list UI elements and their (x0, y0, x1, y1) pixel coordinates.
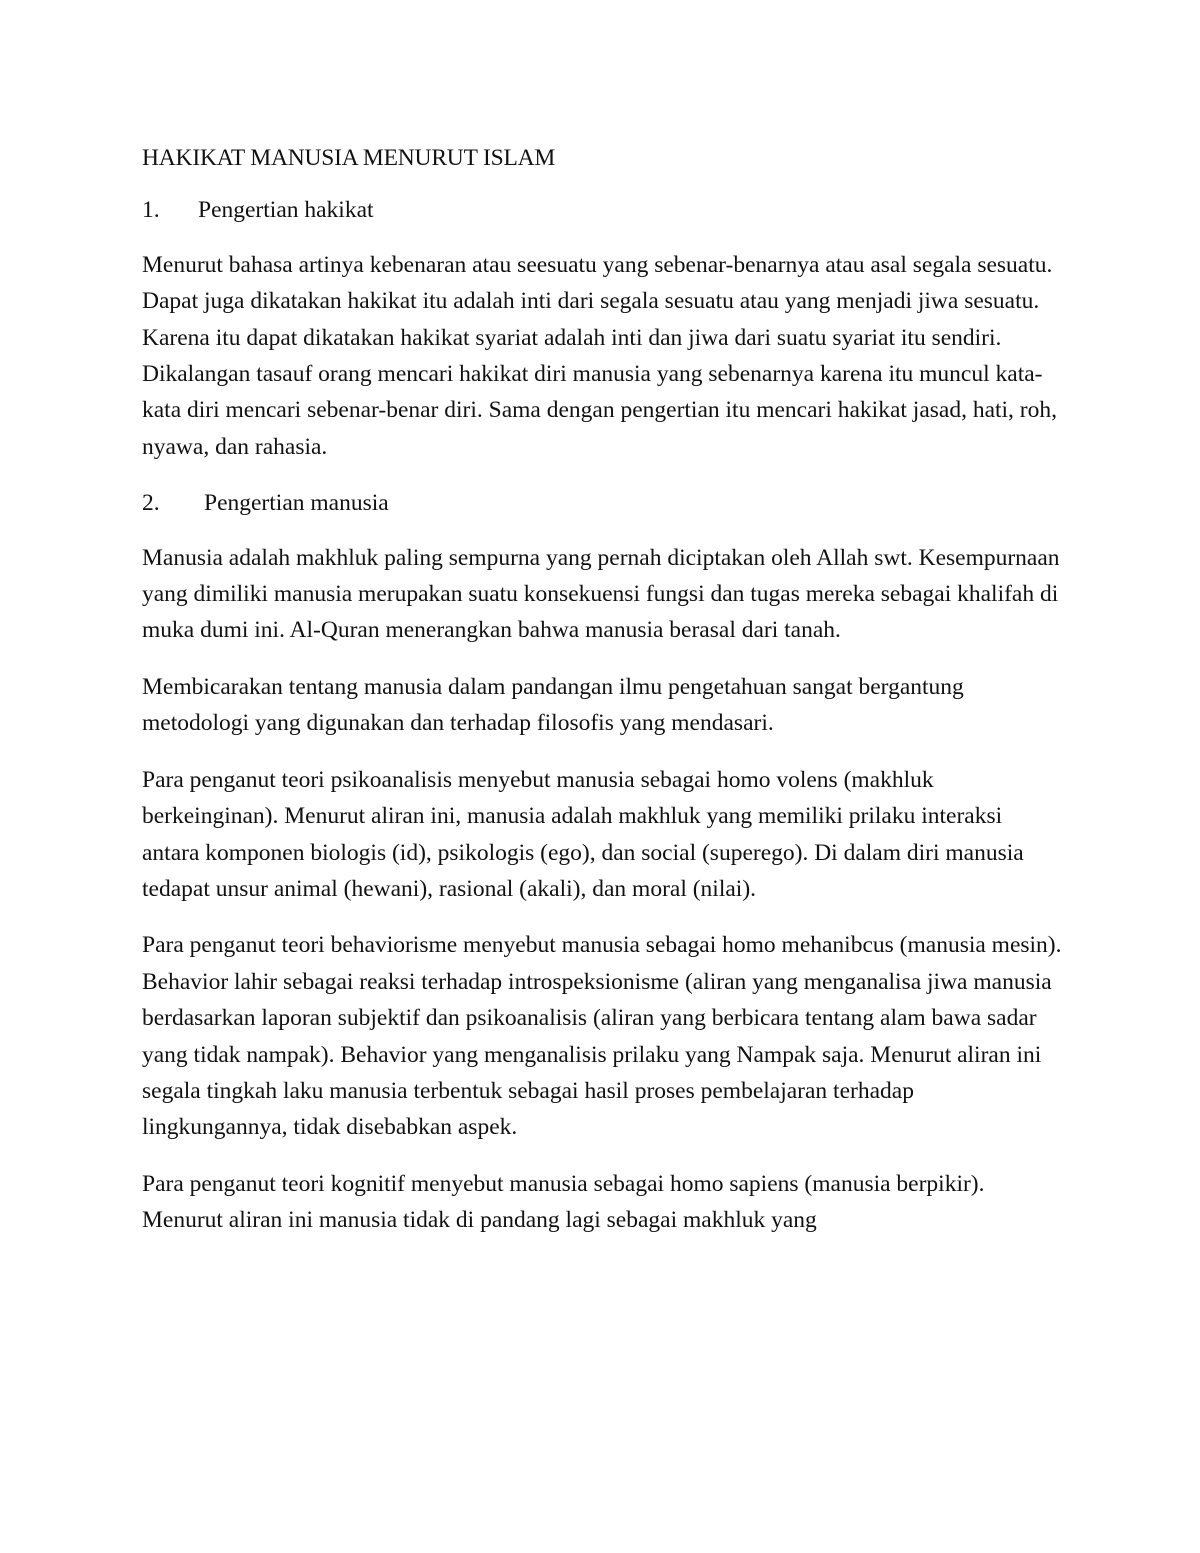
document-body (142, 140, 1062, 1259)
paragraph: Para penganut teori behaviorisme menyebut manusia sebagai homo mehanibcus (manusia mesin). Behavior lahir sebagai reaksi terhadap introspeksionisme (aliran yang menganalisa jiwa manusia berdasarkan laporan subjektif dan psikoanalisis (aliran yang berbicara tentang alam bawa sadar yang tidak nampak). Behavior yang menganalisis prilaku yang Nampak saja. Menurut aliran ini segala tingkah laku manusia terbentuk sebagai hasil proses pembelajaran terhadap lingkungannya, tidak disebabkan aspek. (142, 932, 1062, 1141)
paragraph: Para penganut teori psikoanalisis menyebut manusia sebagai homo volens (makhluk berkeinginan). Menurut aliran ini, manusia adalah makhluk yang memiliki prilaku interaksi antara komponen biologis (id), psikologis (ego), dan social (superego). Di dalam diri manusia tedapat unsur animal (hewani), rasional (akali), dan moral (nilai). (142, 766, 1024, 902)
document-title: HAKIKAT MANUSIA MENURUT ISLAM (142, 145, 556, 171)
paragraph: Para penganut teori kognitif menyebut manusia sebagai homo sapiens (manusia berpikir). Menurut aliran ini manusia tidak di pandang lagi sebagai makhluk yang (142, 1170, 985, 1234)
paragraph: Manusia adalah makhluk paling sempurna yang pernah diciptakan oleh Allah swt. Kesempurnaan yang dimiliki manusia merupakan suatu konsekuensi fungsi dan tugas mereka sebagai khalifah di muka dumi ini. Al-Quran menerangkan bahwa manusia berasal dari tanah. (142, 544, 1060, 644)
section-heading-text: Pengertian manusia (204, 490, 389, 517)
section-heading-text: Pengertian hakikat (198, 197, 374, 224)
section-number: 2. (142, 490, 160, 517)
paragraph: Menurut bahasa artinya kebenaran atau seesuatu yang sebenar-benarnya atau asal segala sesuatu. Dapat juga dikatakan hakikat itu adalah inti dari segala sesuatu atau yang menjadi jiwa sesuatu. Karena itu dapat dikatakan hakikat syariat adalah inti dan jiwa dari suatu syariat itu sendiri. Dikalangan tasauf orang mencari hakikat diri manusia yang sebenarnya karena itu muncul kata-kata diri mencari sebenar-benar diri. Sama dengan pengertian itu mencari hakikat jasad, hati, roh, nyawa, dan rahasia. (142, 251, 1058, 460)
paragraph: Membicarakan tentang manusia dalam pandangan ilmu pengetahuan sangat bergantung metodologi yang digunakan dan terhadap filosofis yang mendasari. (142, 673, 964, 737)
section-heading-2 (142, 485, 1062, 521)
section-heading-1 (142, 192, 1062, 228)
section-number: 1. (142, 197, 160, 224)
